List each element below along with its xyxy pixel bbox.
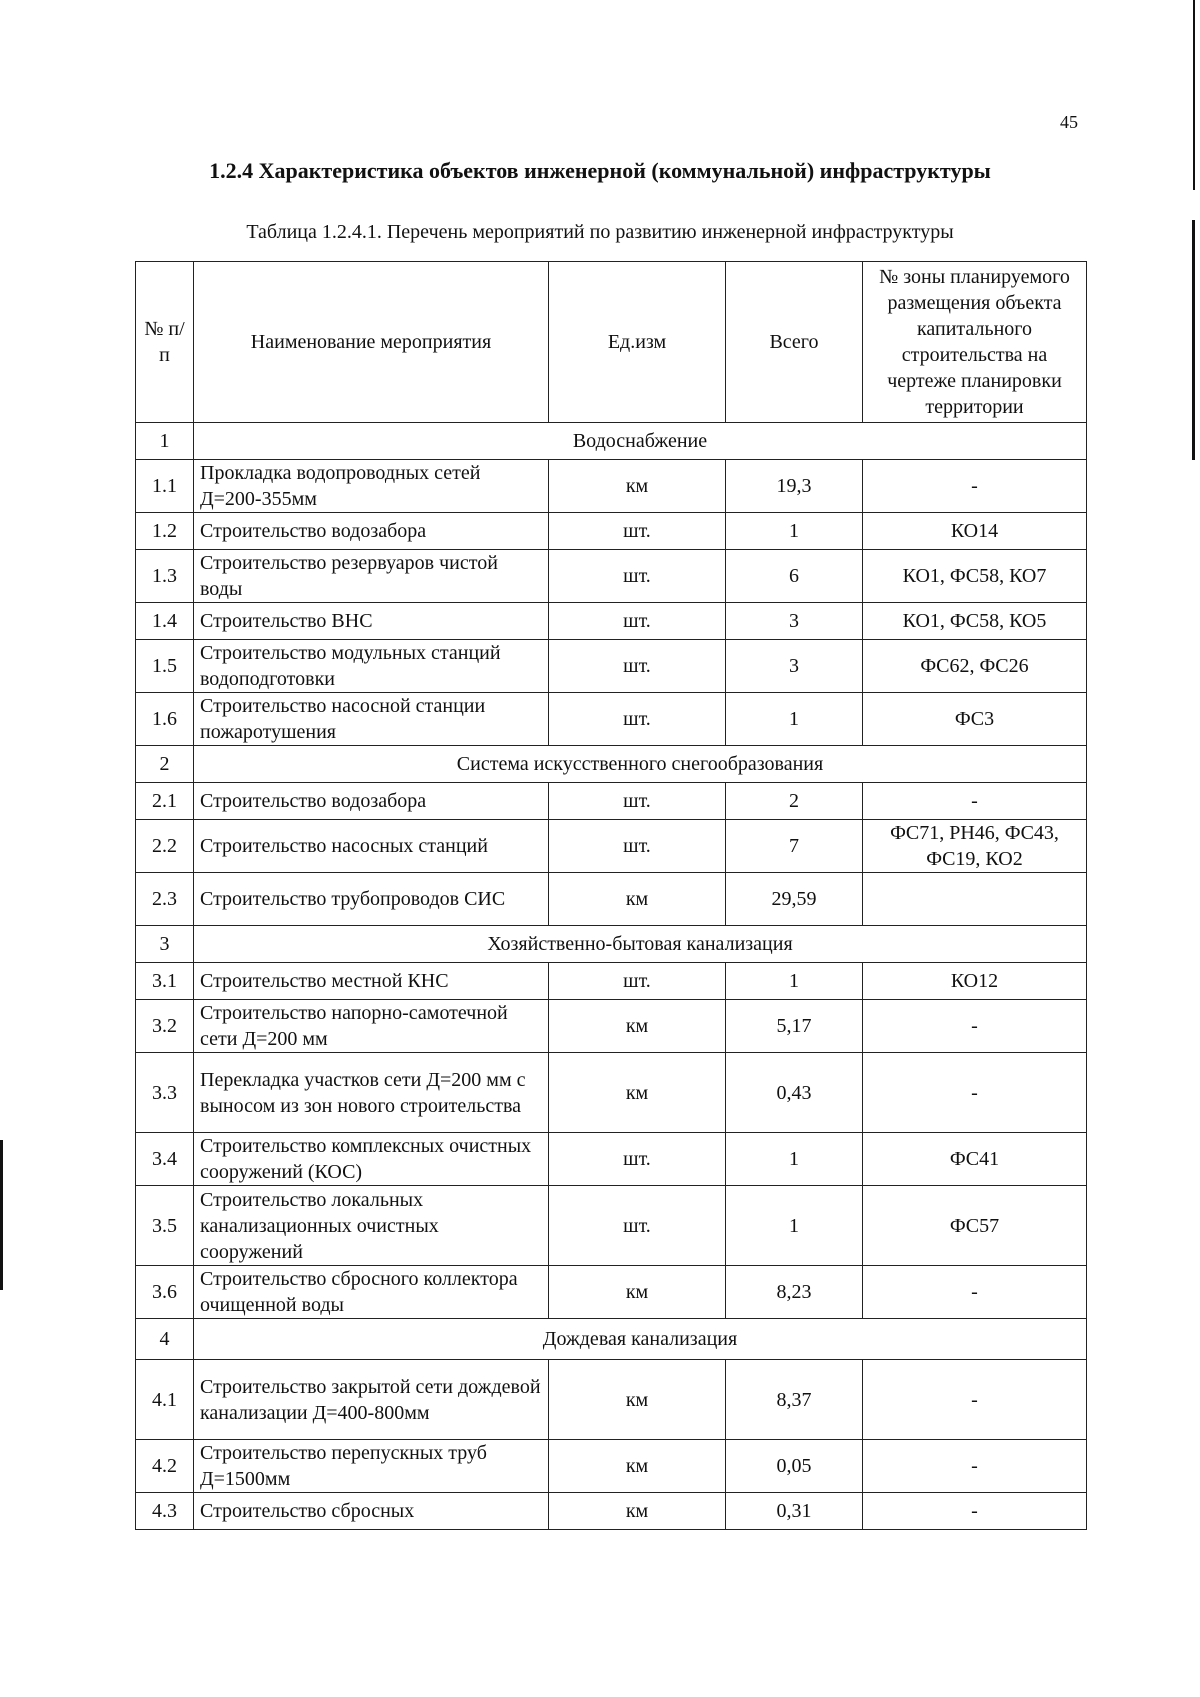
- measure-name: Строительство насосных станций: [194, 820, 549, 873]
- zone-cell: -: [863, 460, 1087, 513]
- zone-cell: ФС41: [863, 1133, 1087, 1186]
- header-zone: № зоны планируемого размещения объекта капитального строительства на чертеже планировки территории: [863, 262, 1087, 423]
- scan-edge-mark: [1192, 220, 1195, 460]
- row-number: 1: [136, 423, 194, 460]
- total-cell: 8,23: [726, 1266, 863, 1319]
- unit-cell: км: [549, 1493, 726, 1530]
- measure-name: Строительство водозабора: [194, 783, 549, 820]
- table-row: [136, 1186, 1087, 1266]
- measure-name: Строительство закрытой сети дождевой канализации Д=400-800мм: [194, 1360, 549, 1440]
- unit-cell: шт.: [549, 1186, 726, 1266]
- row-number: 3.1: [136, 963, 194, 1000]
- row-number: 1.5: [136, 640, 194, 693]
- table-row: [136, 1266, 1087, 1319]
- measure-name: Перекладка участков сети Д=200 мм с выносом из зон нового строительства: [194, 1053, 549, 1133]
- total-cell: 8,37: [726, 1360, 863, 1440]
- table-header-row: [136, 262, 1087, 423]
- unit-cell: км: [549, 1000, 726, 1053]
- row-number: 1.1: [136, 460, 194, 513]
- zone-cell: -: [863, 1000, 1087, 1053]
- total-cell: 1: [726, 963, 863, 1000]
- section-row: [136, 926, 1087, 963]
- table-row: [136, 1493, 1087, 1530]
- unit-cell: шт.: [549, 963, 726, 1000]
- table-row: [136, 460, 1087, 513]
- zone-cell: ФС57: [863, 1186, 1087, 1266]
- total-cell: 1: [726, 1133, 863, 1186]
- total-cell: 19,3: [726, 460, 863, 513]
- total-cell: 1: [726, 513, 863, 550]
- row-number: 2: [136, 746, 194, 783]
- measure-name: Строительство водозабора: [194, 513, 549, 550]
- zone-cell: ФС62, ФС26: [863, 640, 1087, 693]
- table-row: [136, 1440, 1087, 1493]
- unit-cell: км: [549, 1053, 726, 1133]
- unit-cell: шт.: [549, 783, 726, 820]
- section-title-cell: Хозяйственно-бытовая канализация: [194, 926, 1087, 963]
- total-cell: 0,31: [726, 1493, 863, 1530]
- row-number: 1.6: [136, 693, 194, 746]
- row-number: 1.2: [136, 513, 194, 550]
- measure-name: Строительство сбросных: [194, 1493, 549, 1530]
- zone-cell: ФС3: [863, 693, 1087, 746]
- section-row: [136, 746, 1087, 783]
- page-number: 45: [1060, 112, 1078, 132]
- section-title-cell: Система искусственного снегообразования: [194, 746, 1087, 783]
- table-row: [136, 963, 1087, 1000]
- row-number: 1.4: [136, 603, 194, 640]
- row-number: 4.3: [136, 1493, 194, 1530]
- table-row: [136, 820, 1087, 873]
- row-number: 2.1: [136, 783, 194, 820]
- unit-cell: шт.: [549, 640, 726, 693]
- zone-cell: -: [863, 1493, 1087, 1530]
- total-cell: 29,59: [726, 873, 863, 926]
- table-row: [136, 513, 1087, 550]
- header-num: № п/п: [136, 262, 194, 423]
- zone-cell: -: [863, 1360, 1087, 1440]
- table-row: [136, 1053, 1087, 1133]
- header-total: Всего: [726, 262, 863, 423]
- unit-cell: шт.: [549, 603, 726, 640]
- section-title-cell: Дождевая канализация: [194, 1319, 1087, 1360]
- measure-name: Строительство сбросного коллектора очищенной воды: [194, 1266, 549, 1319]
- unit-cell: км: [549, 1440, 726, 1493]
- zone-cell: -: [863, 1053, 1087, 1133]
- zone-cell: [863, 873, 1087, 926]
- measure-name: Строительство резервуаров чистой воды: [194, 550, 549, 603]
- row-number: 3.6: [136, 1266, 194, 1319]
- unit-cell: шт.: [549, 1133, 726, 1186]
- table-caption: Таблица 1.2.4.1. Перечень мероприятий по развитию инженерной инфраструктуры: [246, 221, 954, 243]
- row-number: 2.3: [136, 873, 194, 926]
- measure-name: Строительство комплексных очистных сооружений (КОС): [194, 1133, 549, 1186]
- row-number: 3.3: [136, 1053, 194, 1133]
- zone-cell: КО1, ФС58, КО5: [863, 603, 1087, 640]
- section-title: 1.2.4 Характеристика объектов инженерной (коммунальной) инфраструктуры: [209, 158, 991, 183]
- row-number: 3.4: [136, 1133, 194, 1186]
- zone-cell: КО1, ФС58, КО7: [863, 550, 1087, 603]
- measure-name: Строительство перепускных труб Д=1500мм: [194, 1440, 549, 1493]
- measure-name: Строительство модульных станций водоподготовки: [194, 640, 549, 693]
- table-body: [136, 423, 1087, 1530]
- header-name: Наименование мероприятия: [194, 262, 549, 423]
- row-number: 3.2: [136, 1000, 194, 1053]
- measure-name: Строительство напорно-самотечной сети Д=200 мм: [194, 1000, 549, 1053]
- row-number: 4.1: [136, 1360, 194, 1440]
- table-row: [136, 640, 1087, 693]
- total-cell: 1: [726, 693, 863, 746]
- total-cell: 5,17: [726, 1000, 863, 1053]
- section-row: [136, 1319, 1087, 1360]
- scan-edge-mark: [0, 1140, 3, 1290]
- table-row: [136, 693, 1087, 746]
- measure-name: Строительство трубопроводов СИС: [194, 873, 549, 926]
- table-row: [136, 1360, 1087, 1440]
- zone-cell: КО12: [863, 963, 1087, 1000]
- measure-name: Прокладка водопроводных сетей Д=200-355мм: [194, 460, 549, 513]
- header-unit: Ед.изм: [549, 262, 726, 423]
- unit-cell: шт.: [549, 820, 726, 873]
- total-cell: 7: [726, 820, 863, 873]
- table-row: [136, 873, 1087, 926]
- zone-cell: ФС71, РН46, ФС43, ФС19, КО2: [863, 820, 1087, 873]
- total-cell: 3: [726, 603, 863, 640]
- row-number: 4: [136, 1319, 194, 1360]
- table-row: [136, 783, 1087, 820]
- total-cell: 1: [726, 1186, 863, 1266]
- table-row: [136, 1133, 1087, 1186]
- section-row: [136, 423, 1087, 460]
- section-title-cell: Водоснабжение: [194, 423, 1087, 460]
- unit-cell: шт.: [549, 693, 726, 746]
- total-cell: 3: [726, 640, 863, 693]
- unit-cell: шт.: [549, 550, 726, 603]
- total-cell: 0,05: [726, 1440, 863, 1493]
- measure-name: Строительство ВНС: [194, 603, 549, 640]
- unit-cell: шт.: [549, 513, 726, 550]
- infrastructure-table: [135, 261, 1087, 1530]
- zone-cell: КО14: [863, 513, 1087, 550]
- scan-edge-mark: [1193, 0, 1195, 190]
- table-row: [136, 1000, 1087, 1053]
- row-number: 2.2: [136, 820, 194, 873]
- unit-cell: км: [549, 1360, 726, 1440]
- unit-cell: км: [549, 873, 726, 926]
- table-row: [136, 550, 1087, 603]
- zone-cell: -: [863, 783, 1087, 820]
- measure-name: Строительство местной КНС: [194, 963, 549, 1000]
- table-row: [136, 603, 1087, 640]
- total-cell: 2: [726, 783, 863, 820]
- measure-name: Строительство локальных канализационных очистных сооружений: [194, 1186, 549, 1266]
- row-number: 4.2: [136, 1440, 194, 1493]
- measure-name: Строительство насосной станции пожаротушения: [194, 693, 549, 746]
- unit-cell: км: [549, 1266, 726, 1319]
- unit-cell: км: [549, 460, 726, 513]
- total-cell: 6: [726, 550, 863, 603]
- zone-cell: -: [863, 1440, 1087, 1493]
- row-number: 3: [136, 926, 194, 963]
- row-number: 1.3: [136, 550, 194, 603]
- zone-cell: -: [863, 1266, 1087, 1319]
- row-number: 3.5: [136, 1186, 194, 1266]
- total-cell: 0,43: [726, 1053, 863, 1133]
